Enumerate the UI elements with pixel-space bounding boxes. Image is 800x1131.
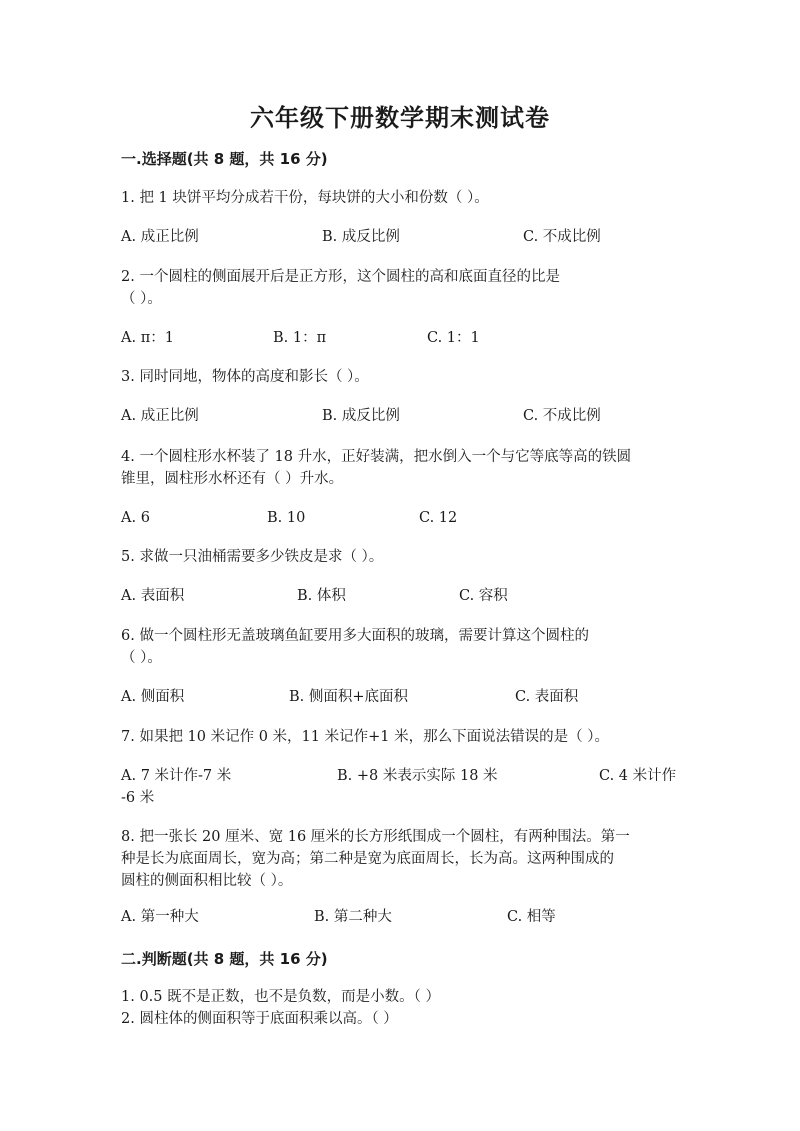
question-2-line-2: （ ）。: [121, 291, 162, 307]
option-c-continuation: -6 米: [121, 790, 155, 806]
option-a[interactable]: A. 成正比例: [121, 229, 199, 245]
question-3: 3. 同时同地，物体的高度和影长（ ）。: [121, 369, 369, 385]
option-a[interactable]: A. π：1: [121, 330, 174, 346]
question-7: 7. 如果把 10 米记作 0 米，11 米记作+1 米，那么下面说法错误的是（ ）。: [121, 729, 609, 745]
question-4-options: [121, 507, 681, 529]
option-b[interactable]: B. 第二种大: [314, 909, 392, 925]
option-c[interactable]: C. 不成比例: [523, 408, 601, 424]
question-4: [121, 446, 681, 490]
option-b[interactable]: B. 侧面积+底面积: [289, 689, 409, 705]
section-heading-choice: 一.选择题(共 8 题，共 16 分): [121, 150, 328, 168]
question-7-options: [121, 765, 681, 787]
judgment-item-1: 1. 0.5 既不是正数，也不是负数，而是小数。（ ）: [121, 989, 440, 1005]
option-a[interactable]: A. 7 米计作-7 米: [121, 768, 232, 784]
question-6: [121, 625, 681, 669]
option-b[interactable]: B. 体积: [297, 588, 346, 604]
option-c[interactable]: C. 不成比例: [523, 229, 601, 245]
question-6-options: [121, 686, 681, 708]
question-5-options: [121, 585, 681, 607]
question-8: [121, 826, 681, 892]
option-c[interactable]: C. 12: [419, 510, 458, 526]
question-6-line-2: （ ）。: [121, 650, 162, 666]
question-8-line-3: 圆柱的侧面积相比较（ ）。: [121, 873, 293, 889]
option-c[interactable]: C. 容积: [459, 588, 508, 604]
option-b[interactable]: B. 1：π: [273, 330, 327, 346]
question-5: 5. 求做一只油桶需要多少铁皮是求（ ）。: [121, 549, 384, 565]
option-c[interactable]: C. 4 米计作: [599, 768, 677, 784]
question-8-line-1: 8. 把一张长 20 厘米、宽 16 厘米的长方形纸围成一个圆柱，有两种围法。第一: [121, 829, 630, 845]
option-a[interactable]: A. 6: [121, 510, 150, 526]
question-1-options: [121, 226, 681, 248]
option-a[interactable]: A. 成正比例: [121, 408, 199, 424]
option-a[interactable]: A. 侧面积: [121, 689, 185, 705]
option-b[interactable]: B. 成反比例: [322, 408, 400, 424]
judgment-item-2: 2. 圆柱体的侧面积等于底面积乘以高。（ ）: [121, 1011, 398, 1027]
option-c[interactable]: C. 1：1: [427, 330, 480, 346]
question-8-options: [121, 906, 681, 928]
option-b[interactable]: B. +8 米表示实际 18 米: [337, 768, 498, 784]
option-b[interactable]: B. 成反比例: [322, 229, 400, 245]
option-c[interactable]: C. 表面积: [515, 689, 579, 705]
option-a[interactable]: A. 第一种大: [121, 909, 199, 925]
question-2-line-1: 2. 一个圆柱的侧面展开后是正方形，这个圆柱的高和底面直径的比是: [121, 269, 560, 285]
question-1: 1. 把 1 块饼平均分成若干份，每块饼的大小和份数（ ）。: [121, 190, 489, 206]
question-6-line-1: 6. 做一个圆柱形无盖玻璃鱼缸要用多大面积的玻璃，需要计算这个圆柱的: [121, 628, 589, 644]
question-2: [121, 266, 681, 310]
option-b[interactable]: B. 10: [267, 510, 306, 526]
option-a[interactable]: A. 表面积: [121, 588, 185, 604]
question-3-options: [121, 405, 681, 427]
question-2-options: [121, 327, 681, 349]
question-4-line-1: 4. 一个圆柱形水杯装了 18 升水，正好装满，把水倒入一个与它等底等高的铁圆: [121, 449, 632, 465]
section-heading-judgment: 二.判断题(共 8 题，共 16 分): [121, 950, 328, 968]
question-4-line-2: 锥里，圆柱形水杯还有（ ）升水。: [121, 471, 344, 487]
option-c[interactable]: C. 相等: [507, 909, 556, 925]
question-8-line-2: 种是长为底面周长，宽为高；第二种是宽为底面周长，长为高。这两种围成的: [121, 851, 614, 867]
page-title: 六年级下册数学期末测试卷: [250, 103, 550, 132]
